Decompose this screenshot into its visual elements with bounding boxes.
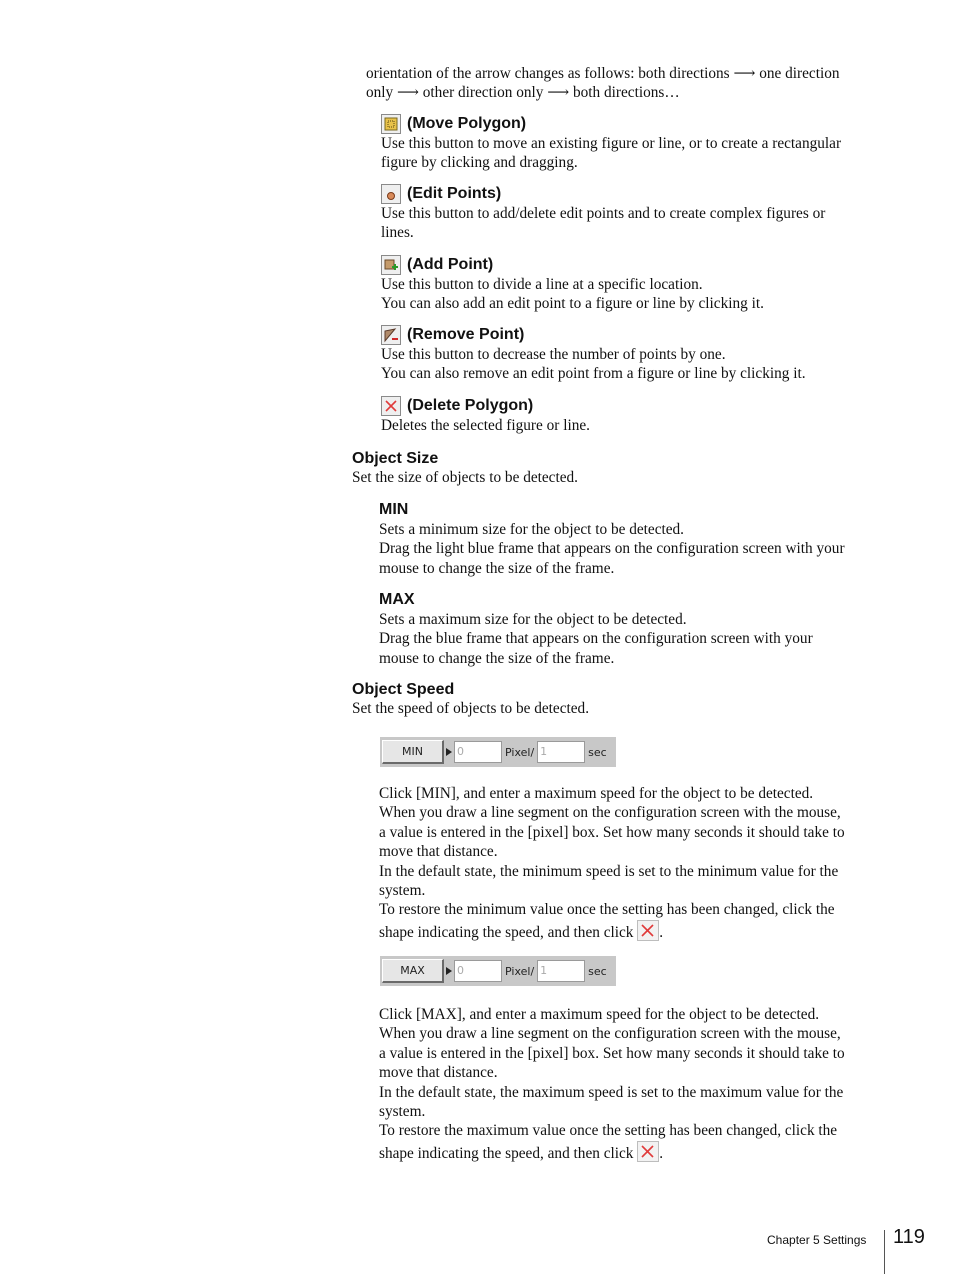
desc-line: a value is entered in the [pixel] box. Set how many seconds it should take to	[379, 1044, 845, 1062]
edit-points-title: (Edit Points)	[407, 185, 502, 202]
desc-line-with-icon	[379, 1141, 845, 1163]
desc-line-text: shape indicating the speed, and then click	[379, 923, 634, 941]
edit-points-header	[381, 184, 825, 204]
desc-line: Click [MIN], and enter a maximum speed for the object to be detected.	[379, 785, 814, 802]
desc-line-text: shape indicating the speed, and then click	[379, 1144, 634, 1162]
size-max-desc	[379, 610, 813, 668]
desc-line: Sets a maximum size for the object to be detected.	[379, 611, 687, 628]
desc-line: Drag the blue frame that appears on the configuration screen with your	[379, 630, 813, 648]
add-point-title: (Add Point)	[407, 256, 494, 273]
add-point-header	[381, 255, 764, 275]
desc-line: mouse to change the size of the frame.	[379, 559, 615, 577]
desc-line: Sets a minimum size for the object to be detected.	[379, 521, 684, 538]
remove-point-entry	[381, 325, 806, 384]
sec-unit-label: sec	[588, 964, 607, 978]
edit-points-desc	[381, 204, 825, 243]
delete-polygon-desc	[381, 416, 590, 435]
desc-line: Click [MAX], and enter a maximum speed for the object to be detected.	[379, 1006, 820, 1023]
desc-line: When you draw a line segment on the configuration screen with the mouse,	[379, 804, 841, 822]
remove-point-header	[381, 325, 806, 345]
speed-max-sec-input[interactable]: 1	[537, 960, 585, 982]
pixel-unit-label: Pixel/	[505, 964, 535, 978]
delete-icon	[637, 1141, 659, 1162]
move-polygon-title: (Move Polygon)	[407, 115, 527, 132]
desc-line: Use this button to decrease the number of points by one.	[381, 346, 726, 363]
desc-line: In the default state, the minimum speed is set to the minimum value for the	[379, 862, 839, 880]
size-min-desc	[379, 520, 845, 578]
object-size-desc: Set the size of objects to be detected.	[352, 469, 578, 486]
footer-chapter-label: Chapter 5 Settings	[767, 1233, 867, 1247]
desc-line: Drag the light blue frame that appears on the configuration screen with your	[379, 540, 845, 558]
speed-max-pixel-input[interactable]: 0	[454, 960, 502, 982]
desc-line: move that distance.	[379, 1064, 498, 1082]
intro-line-1: orientation of the arrow changes as follows: both directions ⟶ one direction	[366, 65, 840, 82]
sec-unit-label: sec	[588, 745, 607, 759]
add-point-icon	[381, 255, 401, 275]
speed-max-panel	[380, 956, 616, 986]
add-point-entry	[381, 255, 764, 314]
speed-max-explanation	[379, 1005, 845, 1163]
desc-line: system.	[379, 1103, 426, 1121]
remove-point-desc	[381, 345, 806, 384]
sentence-period: .	[659, 923, 664, 941]
desc-line: mouse to change the size of the frame.	[379, 649, 615, 667]
move-polygon-desc	[381, 134, 841, 173]
desc-line: In the default state, the maximum speed is set to the maximum value for the	[379, 1083, 844, 1101]
desc-line: To restore the minimum value once the setting has been changed, click the	[379, 901, 835, 919]
speed-min-explanation	[379, 784, 845, 942]
object-size-heading: Object Size	[352, 450, 439, 467]
delete-icon	[637, 920, 659, 941]
desc-line: move that distance.	[379, 843, 498, 861]
edit-points-icon	[381, 184, 401, 204]
desc-line: Use this button to divide a line at a specific location.	[381, 276, 703, 293]
intro-paragraph	[366, 64, 840, 103]
remove-point-icon	[381, 325, 401, 345]
size-max-heading: MAX	[379, 591, 415, 608]
desc-line: Use this button to move an existing figure or line, or to create a rectangular	[381, 135, 842, 152]
desc-line: You can also remove an edit point from a figure or line by clicking it.	[381, 365, 806, 383]
move-polygon-header	[381, 114, 841, 134]
desc-line: Deletes the selected figure or line.	[381, 417, 590, 434]
size-min-heading: MIN	[379, 501, 409, 518]
speed-min-panel	[380, 737, 616, 767]
footer-divider	[884, 1230, 885, 1274]
remove-point-title: (Remove Point)	[407, 326, 525, 343]
desc-line: You can also add an edit point to a figure or line by clicking it.	[381, 295, 764, 313]
desc-line: Use this button to add/delete edit points and to create complex figures or	[381, 205, 826, 222]
desc-line-with-icon	[379, 920, 845, 942]
desc-line: system.	[379, 882, 426, 900]
expand-arrow-icon	[444, 967, 454, 975]
page-number: 119	[893, 1226, 925, 1248]
add-point-desc	[381, 275, 764, 314]
speed-max-button[interactable]: MAX	[382, 959, 444, 983]
desc-line: a value is entered in the [pixel] box. Set how many seconds it should take to	[379, 823, 845, 841]
delete-polygon-entry	[381, 396, 590, 435]
object-speed-desc: Set the speed of objects to be detected.	[352, 700, 590, 717]
expand-arrow-icon	[444, 748, 454, 756]
speed-min-pixel-input[interactable]: 0	[454, 741, 502, 763]
move-polygon-entry	[381, 114, 841, 173]
intro-line-2: only ⟶ other direction only ⟶ both directions…	[366, 84, 680, 102]
edit-points-entry	[381, 184, 825, 243]
move-polygon-icon	[381, 114, 401, 134]
object-speed-heading: Object Speed	[352, 681, 455, 698]
desc-line: When you draw a line segment on the configuration screen with the mouse,	[379, 1025, 841, 1043]
speed-min-button[interactable]: MIN	[382, 740, 444, 764]
desc-line: figure by clicking and dragging.	[381, 154, 578, 172]
delete-polygon-icon	[381, 396, 401, 416]
sentence-period: .	[659, 1144, 664, 1162]
delete-polygon-title: (Delete Polygon)	[407, 397, 534, 414]
pixel-unit-label: Pixel/	[505, 745, 535, 759]
desc-line: To restore the maximum value once the setting has been changed, click the	[379, 1122, 838, 1140]
delete-polygon-header	[381, 396, 590, 416]
desc-line: lines.	[381, 224, 414, 242]
speed-min-sec-input[interactable]: 1	[537, 741, 585, 763]
